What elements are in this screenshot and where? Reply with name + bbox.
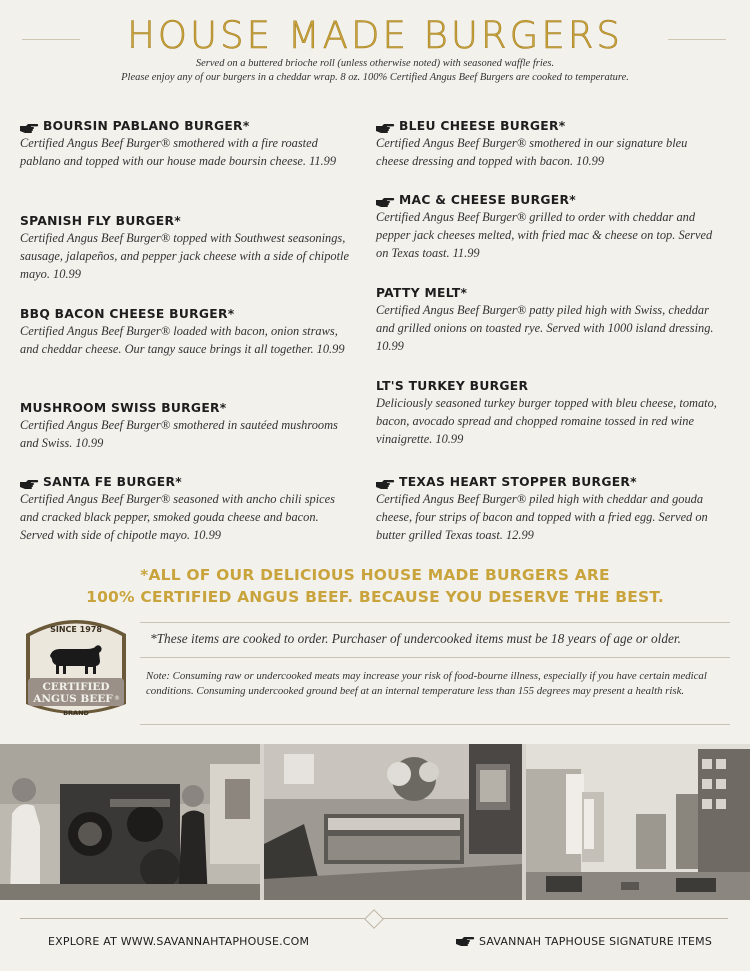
footer-rule-right	[383, 918, 728, 919]
menu-item-description: Certified Angus Beef Burger® patty piled high with Swiss, cheddar and grilled onions on toasted rye. Served with 1000 island dressing. 10.99	[376, 303, 714, 353]
menu-item-name: LT'S TURKEY BURGER	[376, 379, 529, 393]
menu-item-description: Deliciously seasoned turkey burger topped with bleu cheese, tomato, bacon, avocado spread and chopped romaine tossed in red wine vinaigrette. 10.99	[376, 396, 717, 446]
page-title: HOUSE MADE BURGERS	[127, 14, 623, 57]
menu-item	[376, 474, 716, 544]
title-block	[0, 14, 750, 58]
menu-item-description: Certified Angus Beef Burger® piled high with cheddar and gouda cheese, four strips of bacon and topped with a fried egg. Served on butter grilled Texas toast. 12.99	[376, 492, 708, 542]
pointing-hand-icon	[376, 195, 396, 205]
health-risk-note: Note: Consuming raw or undercooked meats may increase your risk of food-bourne illness, especially if you have certain medical conditions. Consuming undercooked ground beef at an internal temperature less than 155 degrees may present a health risk.	[146, 670, 707, 697]
notes-middle-rule	[140, 657, 730, 658]
menu-item	[20, 213, 355, 283]
logo-since-text: SINCE 1978	[50, 625, 102, 634]
certified-angus-beef-logo	[20, 612, 132, 724]
footer-diamond-ornament	[364, 909, 384, 929]
pointing-hand-icon	[376, 477, 396, 487]
menu-item-description: Certified Angus Beef Burger® smothered in sautéed mushrooms and Swiss. 10.99	[20, 418, 338, 450]
menu-item-description: Certified Angus Beef Burger® loaded with bacon, onion straws, and cheddar cheese. Our tangy sauce brings it all together. 10.99	[20, 324, 345, 356]
logo-certified-text: CERTIFIED	[42, 681, 110, 693]
vintage-photo-machinery	[0, 744, 260, 900]
website-link[interactable]: EXPLORE AT WWW.SAVANNAHTAPHOUSE.COM	[48, 935, 310, 948]
menu-item-description: Certified Angus Beef Burger® topped with Southwest seasonings, sausage, jalapeños, and pepper jack cheese with a side of chipotle mayo. 10.99	[20, 231, 349, 281]
menu-item	[376, 192, 716, 262]
logo-registered-mark: ®	[114, 695, 120, 702]
menu-item-name: TEXAS HEART STOPPER BURGER*	[399, 475, 637, 489]
vintage-photo-street	[526, 744, 750, 900]
menu-item-name: MUSHROOM SWISS BURGER*	[20, 401, 227, 415]
notes-bottom-rule	[140, 724, 730, 725]
menu-item	[376, 378, 726, 448]
menu-item-name: SANTA FE BURGER*	[43, 475, 182, 489]
tagline-line-2: 100% CERTIFIED ANGUS BEEF. BECAUSE YOU DESERVE THE BEST.	[86, 588, 664, 606]
menu-item-name: MAC & CHEESE BURGER*	[399, 193, 576, 207]
signature-items-label: SAVANNAH TAPHOUSE SIGNATURE ITEMS	[479, 935, 713, 948]
vintage-photo-strip	[0, 744, 750, 900]
vintage-photo-storefront	[264, 744, 522, 900]
menu-item-description: Certified Angus Beef Burger® seasoned with ancho chili spices and cracked black pepper, smoked gouda cheese and bacon. Served with side of chipotle mayo. 10.99	[20, 492, 336, 542]
logo-brand-text: BRAND	[63, 709, 89, 717]
menu-item	[20, 400, 355, 452]
menu-item-description: Certified Angus Beef Burger® smothered in our signature bleu cheese dressing and topped with bacon. 10.99	[376, 136, 688, 168]
notes-top-rule	[140, 622, 730, 623]
menu-item	[20, 306, 355, 358]
subtitle-wrap-option: Please enjoy any of our burgers in a cheddar wrap. 8 oz. 100% Certified Angus Beef Burgers are cooked to temperature.	[121, 72, 629, 83]
menu-item	[376, 118, 716, 170]
logo-angus-beef-text: ANGUS BEEF	[33, 693, 113, 705]
menu-item	[20, 118, 355, 170]
pointing-hand-icon	[20, 477, 40, 487]
menu-item-description: Certified Angus Beef Burger® smothered with a fire roasted pablano and topped with our house made boursin cheese. 11.99	[20, 136, 337, 168]
footer-rule-left	[20, 918, 365, 919]
signature-items-legend	[456, 935, 712, 948]
pointing-hand-icon	[456, 936, 476, 946]
menu-item-name: SPANISH FLY BURGER*	[20, 214, 181, 228]
title-rule-right	[668, 39, 726, 40]
menu-item	[376, 285, 716, 355]
menu-item-name: BBQ BACON CHEESE BURGER*	[20, 307, 235, 321]
menu-item-name: PATTY MELT*	[376, 286, 468, 300]
cooked-to-order-note: *These items are cooked to order. Purchaser of undercooked items must be 18 years of age or older.	[150, 631, 681, 646]
menu-item	[20, 474, 355, 544]
menu-item-name: BLEU CHEESE BURGER*	[399, 119, 566, 133]
menu-item-name: BOURSIN PABLANO BURGER*	[43, 119, 250, 133]
pointing-hand-icon	[20, 121, 40, 131]
tagline-line-1: *ALL OF OUR DELICIOUS HOUSE MADE BURGERS ARE	[140, 566, 610, 584]
menu-item-description: Certified Angus Beef Burger® grilled to order with cheddar and pepper jack cheeses melted, with fried mac & cheese on top. Served on Texas toast. 11.99	[376, 210, 713, 260]
pointing-hand-icon	[376, 121, 396, 131]
subtitle-serving: Served on a buttered brioche roll (unless otherwise noted) with seasoned waffle fries.	[195, 58, 555, 69]
